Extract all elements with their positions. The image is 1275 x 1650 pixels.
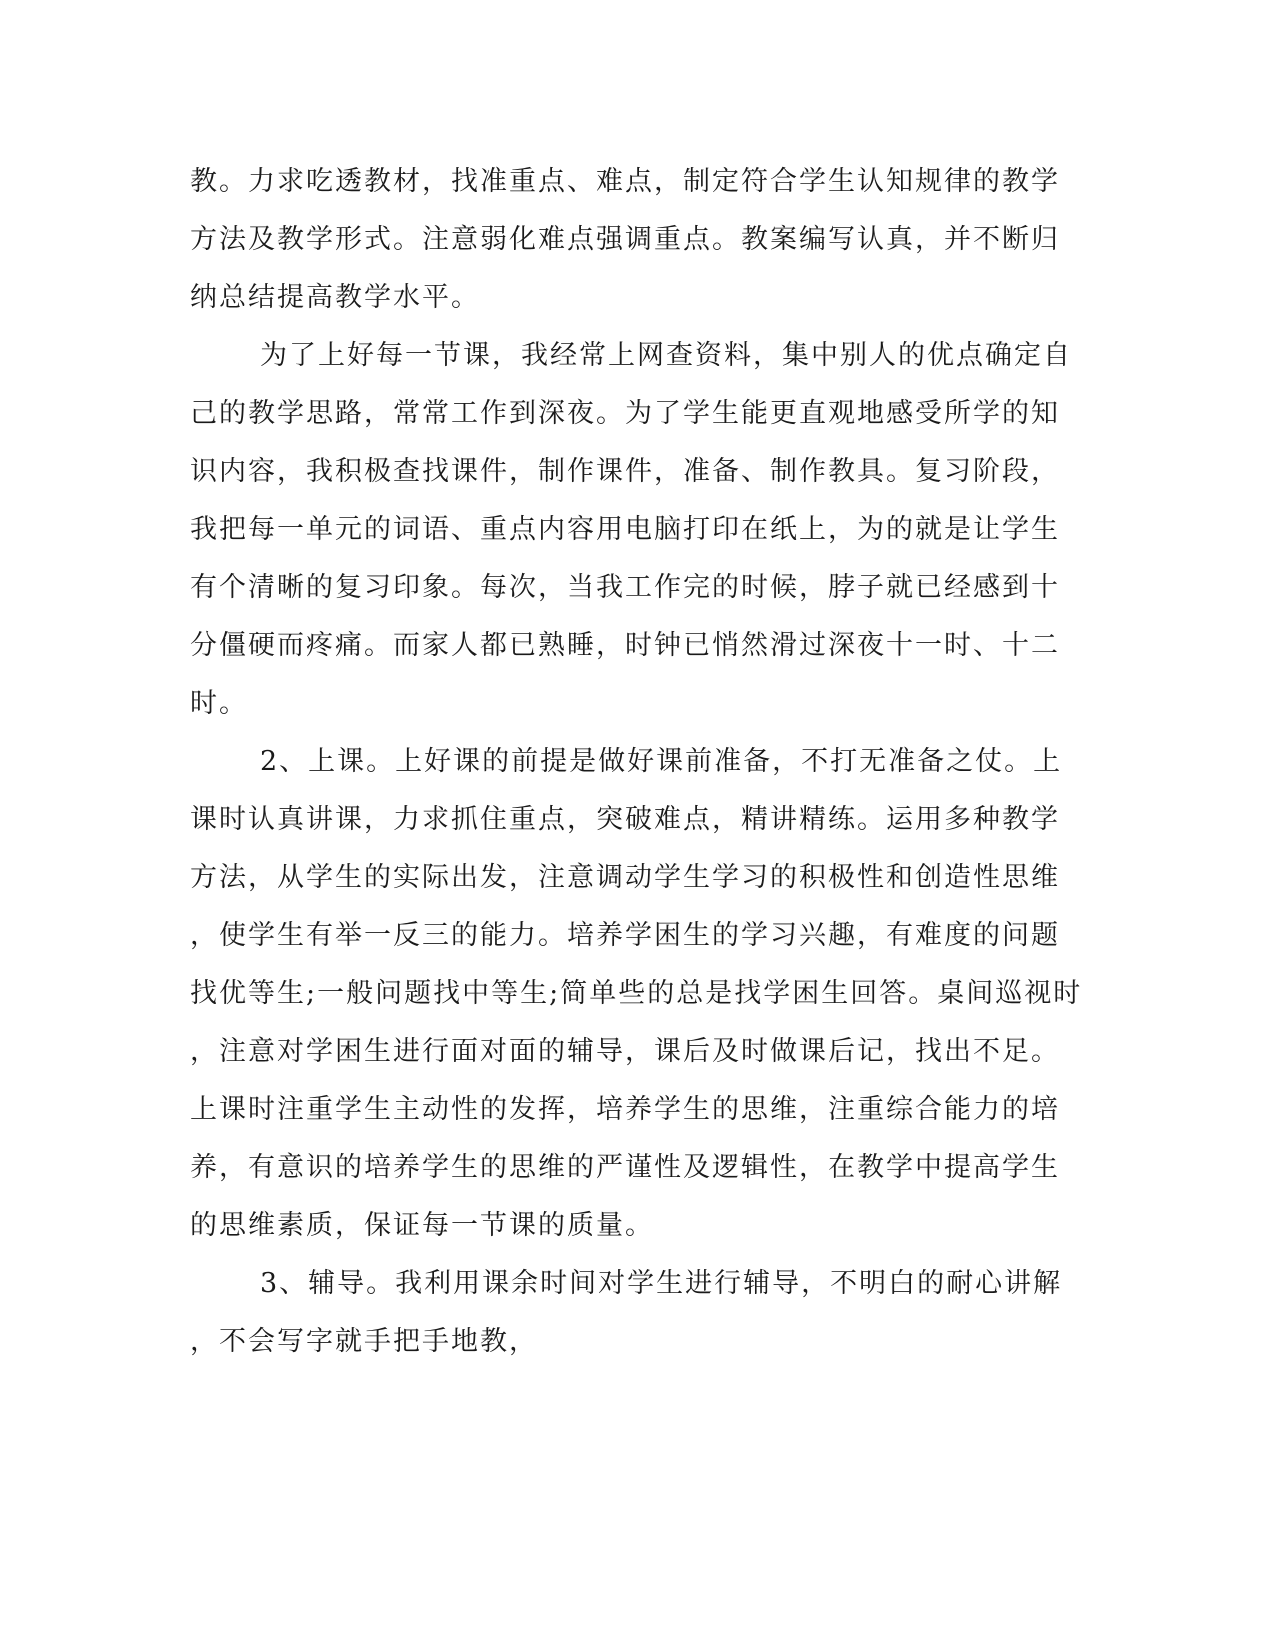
text-line: ，使学生有举一反三的能力。培养学困生的学习兴趣，有难度的问题 — [190, 920, 1060, 951]
text-line: 教。力求吃透教材，找准重点、难点，制定符合学生认知规律的教学 — [190, 166, 1060, 197]
text-line: 时。 — [190, 688, 248, 719]
text-line: 上课时注重学生主动性的发挥，培养学生的思维，注重综合能力的培 — [190, 1094, 1060, 1125]
text-line: 有个清晰的复习印象。每次，当我工作完的时候，脖子就已经感到十 — [190, 572, 1060, 603]
text-line: 的思维素质，保证每一节课的质量。 — [190, 1210, 654, 1241]
paragraph-start-line: 为了上好每一节课，我经常上网查资料，集中别人的优点确定自 — [260, 340, 1072, 371]
paragraph-start-line: 3、辅导。我利用课余时间对学生进行辅导，不明白的耐心讲解 — [260, 1268, 1063, 1299]
text-line: 方法，从学生的实际出发，注意调动学生学习的积极性和创造性思维 — [190, 862, 1060, 893]
text-line: 识内容，我积极查找课件，制作课件，准备、制作教具。复习阶段， — [190, 456, 1060, 487]
text-line: 己的教学思路，常常工作到深夜。为了学生能更直观地感受所学的知 — [190, 398, 1060, 429]
text-line: ，不会写字就手把手地教， — [190, 1326, 538, 1357]
text-line: 纳总结提高教学水平。 — [190, 282, 480, 313]
text-line: 分僵硬而疼痛。而家人都已熟睡，时钟已悄然滑过深夜十一时、十二 — [190, 630, 1060, 661]
text-line: 养，有意识的培养学生的思维的严谨性及逻辑性，在教学中提高学生 — [190, 1152, 1060, 1183]
text-line: ，注意对学困生进行面对面的辅导，课后及时做课后记，找出不足。 — [190, 1036, 1060, 1067]
paragraph-start-line: 2、上课。上好课的前提是做好课前准备，不打无准备之仗。上 — [260, 746, 1063, 777]
text-line: 找优等生;一般问题找中等生;简单些的总是找学困生回答。桌间巡视时 — [190, 978, 1083, 1009]
text-line: 我把每一单元的词语、重点内容用电脑打印在纸上，为的就是让学生 — [190, 514, 1060, 545]
text-line: 课时认真讲课，力求抓住重点，突破难点，精讲精练。运用多种教学 — [190, 804, 1060, 835]
text-line: 方法及教学形式。注意弱化难点强调重点。教案编写认真，并不断归 — [190, 224, 1060, 255]
